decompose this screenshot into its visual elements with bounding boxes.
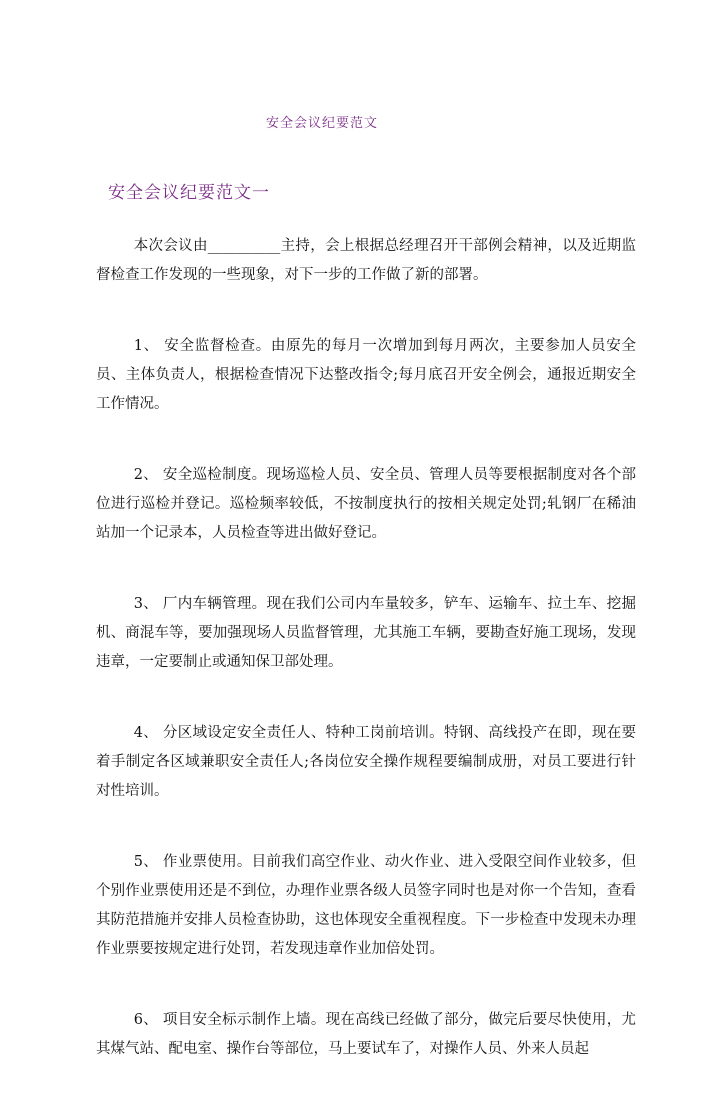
document-body <box>96 232 636 1106</box>
paragraph-item-1: 1、 安全监督检查。由原先的每月一次增加到每月两次，主要参加人员安全员、主体负责人，根据检查情况下达整改指令;每月底召开安全例会，通报近期安全工作情况。 <box>96 338 636 412</box>
paragraph-item-5: 5、 作业票使用。目前我们高空作业、动火作业、进入受限空间作业较多，但个别作业票使用还是不到位，办理作业票各级人员签字同时也是对你一个告知，查看其防范措施并安排人员检查协助，这也体现安全重视程度。下一步检查中发现未办理作业票要按规定进行处罚，若发现违章作业加倍处罚。 <box>96 854 636 957</box>
paragraph-item-3: 3、 厂内车辆管理。现在我们公司内车量较多，铲车、运输车、拉土车、挖掘机、商混车等，要加强现场人员监督管理，尤其施工车辆，要勘查好施工现场，发现违章，一定要制止或通知保卫部处理。 <box>96 596 636 670</box>
paragraph-item-4: 4、 分区域设定安全责任人、特种工岗前培训。特钢、高线投产在即，现在要着手制定各区域兼职安全责任人;各岗位安全操作规程要编制成册，对员工要进行针对性培训。 <box>96 725 636 799</box>
paragraph-item-2: 2、 安全巡检制度。现场巡检人员、安全员、管理人员等要根据制度对各个部位进行巡检并登记。巡检频率较低，不按制度执行的按相关规定处罚;轧钢厂在稀油站加一个记录本，人员检查等进出做好登记。 <box>96 467 636 541</box>
paragraph-intro: 本次会议由__________主持，会上根据总经理召开干部例会精神，以及近期监督检查工作发现的一些现象，对下一步的工作做了新的部署。 <box>96 238 636 283</box>
document-title: 安全会议纪要范文 <box>266 116 379 131</box>
paragraph-item-6: 6、 项目安全标示制作上墙。现在高线已经做了部分，做完后要尽快使用，尤其煤气站、配电室、操作台等部位，马上要试车了，对操作人员、外来人员起 <box>96 1012 636 1057</box>
section-title: 安全会议纪要范文一 <box>108 183 270 203</box>
